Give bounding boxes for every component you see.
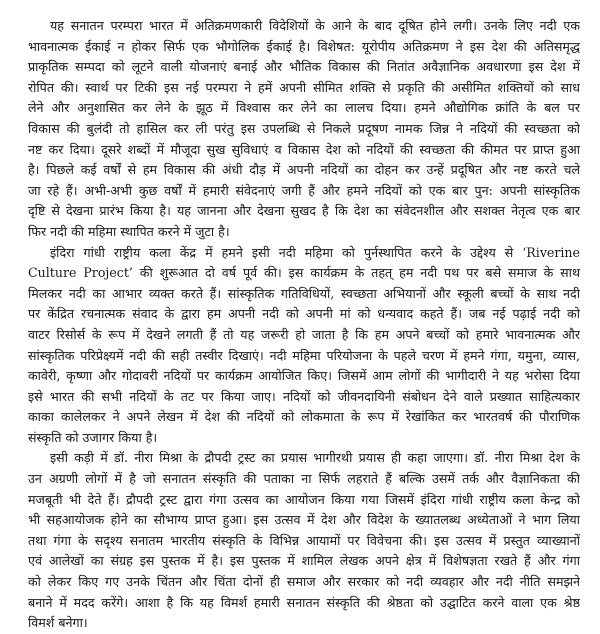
text-line: विमर्श बनेगा। [28, 615, 88, 631]
text-line: मिलकर नदी का आभार व्यक्त करते हैं। सांस्कृतिक गतिविधियों, स्वच्छता अभियानों और स्कूली बच्चों के साथ नदी [28, 285, 580, 301]
text-line: इसी कड़ी में डॉ. नीरा मिश्रा के द्रौपदी ट्रस्ट का प्रयास भागीरथी प्रयास ही कहा जाएगा। डॉ. नीरा मिश्रा देश के [50, 450, 580, 466]
text-line: संस्कृति को उजागर किया है। [28, 429, 158, 445]
text-line: कावेरी, कृष्णा और गोदावरी नदियों पर कार्यक्रम आयोजित किए। जिसमें आम लोगों की भागीदारी ने यह भरोसा दिया [28, 368, 580, 384]
text-line: मजबूती भी देते हैं। द्रौपदी ट्रस्ट द्वारा गंगा उत्सव का आयोजन किया गया जिसमें इंदिरा गांधी राष्ट्रीय कला केन्द्र को [28, 491, 580, 507]
text-line: फिर नदी की महिमा स्थापित करने में जुटा है। [28, 223, 230, 239]
text-line: को लेकर किए गए उनके चिंतन और चिंता दोनों ही समाज और सरकार को नदी व्यवहार और नदी नीति समझने [28, 574, 580, 590]
paragraph-1 [28, 16, 580, 243]
text-line: जा रहे हैं। अभी-अभी कुछ वर्षों में हमारी संवेदनाएं जगी हैं और हमने नदियों को एक बार पुन: अपनी सांस्कृतिक [28, 182, 580, 198]
text-line: है। पिछले कई वर्षों से हम विकास की अंधी दौड़ में अपनी नदियों का दोहन कर उन्हें प्रदूषित और नष्ट करते चले [28, 162, 580, 178]
text-line: दृष्टि से देखना प्रारंभ किया है। यह जानना और देखना सुखद है कि देश का संवेदनशील और सशक्त नेतृत्व एक बार [28, 203, 580, 219]
paragraph-2 [28, 243, 580, 449]
text-line: पर केंद्रित रचनात्मक संवाद के द्वारा हम अपनी नदी को अपनी मां को धन्यवाद कहते हैं। जब नई पढ़ाई नदी को [28, 306, 580, 322]
text-line: रोपित की। स्वार्थ पर टिकी इस नई परम्परा ने हमें अपनी सीमित शक्ति से प्रकृति की असीमित शक्तियों को साध [28, 79, 580, 95]
text-line: काका कालेलकर ने अपने लेखन में देश की नदियों को लोकमाता के रूप में रेखांकित कर भारतवर्ष की पौराणिक [28, 409, 580, 425]
text-line: विकास की बुलंदी तो हासिल कर ली परंतु इस उपलब्धि से निकले प्रदूषण नामक जिन्न ने नदियों की स्वच्छता को [28, 120, 580, 136]
text-line: सांस्कृतिक परिप्रेक्ष्यमें नदी की सही तस्वीर दिखाएं। नदी महिमा परियोजना के पहले चरण में हमने गंगा, यमुना, व्यास, [28, 347, 580, 363]
text-line: बनाने में मदद करेंगे। आशा है कि यह विमर्श हमारी सनातन संस्कृति की श्रेष्ठता को उद्घाटित करने वाला एक श्रेष्ठ [28, 594, 580, 610]
text-line: इंदिरा गांधी राष्ट्रीय कला केंद्र में हमने इसी नदी महिमा को पुर्नस्थापित करने के उद्देश्य से ‘Riverine [50, 244, 580, 260]
text-line: लेने और अनुशासित कर लेने के झूठ में विश्वास कर लेने का लालच दिया। हमने औद्योगिक क्रांति के बल पर [28, 100, 580, 116]
paragraph-3 [28, 448, 580, 633]
text-line: वाटर रिसोर्स के रूप में देखने लगती हैं तो यह जरूरी हो जाता है कि हम अपने बच्चों को हमारे भावनात्मक और [28, 326, 580, 342]
text-line: एवं आलेखों का संग्रह इस पुस्तक में है। इस पुस्तक में शामिल लेखक अपने क्षेत्र में विशेषज्ञता रखते हैं और गंगा [28, 553, 580, 569]
text-line: Culture Project’ की शुरूआत दो वर्ष पूर्व की। इस कार्यक्रम के तहत् हम नदी पथ पर बसे समाज के साथ [28, 265, 580, 281]
text-line: यह सनातन परम्परा भारत में अतिक्रमणकारी विदेशियों के आने के बाद दूषित होने लगी। उनके लिए नदी एक [50, 18, 580, 33]
text-line: तथा गंगा के सदृश्य सनातम भारतीय संस्कृति के विभिन्न आयामों पर विवेचना की। इस उत्सव में प्रस्तुत व्याख्यानों [28, 532, 580, 548]
text-line: उन अग्रणी लोगों में है जो सनातन संस्कृति की पताका ना सिर्फ लहराते हैं बल्कि उसमें तर्क और वैज्ञानिकता की [28, 471, 580, 487]
text-line: इसे भारत की सभी नदियों के तट पर किया जाए। नदियों को जीवनदायिनी संबोधन देने वाले प्रख्यात साहित्यकार [28, 388, 580, 404]
text-line: नष्ट कर दिया। दूसरे शब्दों में मौजूदा सुख सुविधाएं व विकास देश को नदियों की स्वच्छता की कीमत पर प्राप्त हुआ [28, 141, 580, 157]
text-line: भी सहआयोजक होने का सौभाग्य प्राप्त हुआ। इस उत्सव में देश और विदेश के ख्यातलब्ध अध्येताओं ने भाग लिया [28, 512, 580, 528]
text-line: भावनात्मक ईकाई न होकर सिर्फ एक भौगोलिक ईकाई है। विशेषत: यूरोपीय अतिक्रमण ने इस देश की अतिसमृद्ध [28, 38, 580, 54]
text-line: प्राकृतिक सम्पदा को लूटने वाली योजनाएं बनाई और भौतिक विकास की नितांत अवैज्ञानिक अवधारणा इस देश में [28, 59, 580, 75]
document-page [28, 16, 580, 634]
